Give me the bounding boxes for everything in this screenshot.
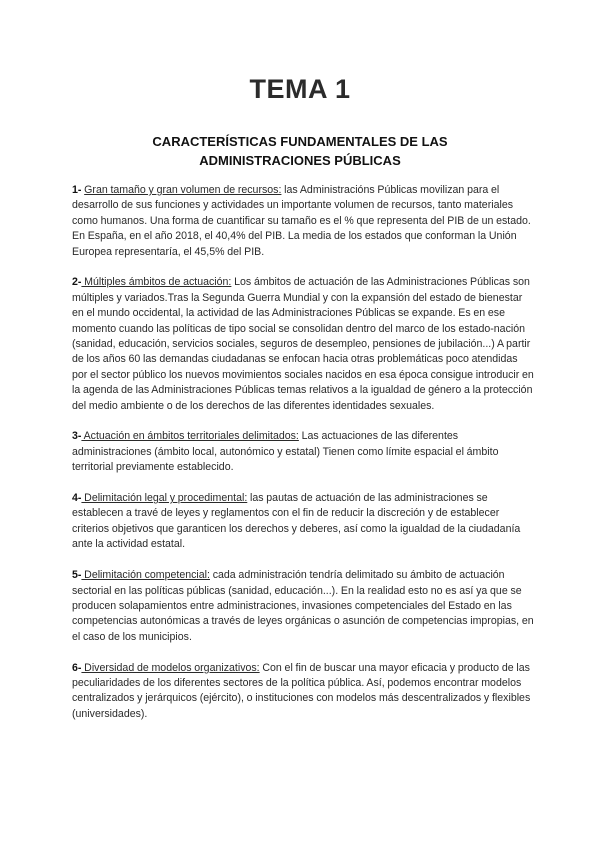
section-4 [72, 491, 534, 553]
section-body: las pautas de actuación de las administraciones se establecen a travé de leyes y reglamentos con el fin de reducir la discreción y de establecer criterios objetivos que garanticen los derechos y deberes, así como la igualdad de la ciudadanía ante la actividad estatal. [72, 492, 521, 551]
section-heading: Actuación en ámbitos territoriales delimitados: [81, 430, 299, 443]
section-number: 6- [72, 661, 82, 674]
subtitle-line-1: CARACTERÍSTICAS FUNDAMENTALES DE LAS [152, 134, 448, 149]
section-heading: Múltiples ámbitos de actuación: [81, 276, 232, 289]
section-body: Las actuaciones de las diferentes administraciones (ámbito local, autonómico y estatal) Tienen como límite espacial el ámbito territorial previamente establecido. [72, 430, 499, 474]
section-heading: Delimitación legal y procedimental: [81, 492, 248, 505]
section-heading: Delimitación competencial: [81, 569, 210, 582]
section-body: Los ámbitos de actuación de las Administraciones Públicas son múltiples y variados.Tras la Segunda Guerra Mundial y con la expansión del estado de bienestar en el mundo occidental, la actividad de las Administraciones Públicas se expande. Es en ese momento cuando las políticas de tipo social se consolidan dentro del marco de los estado-nación (sanidad, educación, servicios sociales, seguros de desempleo, pensiones de jubilación...) A partir de los años 60 las demandas ciudadanas se enfocan hacia otras problemáticas poco atendidas por el sector público los nuevos movimientos sociales nacidos en esa época consigue introducir en la agenda de las Administraciones Públicas temas relativos a la igualdad de género a la protección del medio ambiente o de los derechos de las diferentes identidades sexuales. [72, 276, 534, 412]
section-2 [72, 275, 534, 414]
sections-list [72, 183, 534, 738]
section-heading: Gran tamaño y gran volumen de recursos: [84, 184, 282, 196]
section-number: 4- [72, 492, 82, 505]
subtitle-line-2: ADMINISTRACIONES PÚBLICAS [199, 153, 401, 168]
section-heading: Diversidad de modelos organizativos: [81, 661, 260, 674]
section-number: 2- [72, 276, 82, 289]
document-title: TEMA 1 [249, 74, 351, 104]
section-3 [72, 429, 534, 475]
section-5 [72, 568, 534, 645]
section-number: 5- [72, 569, 82, 582]
section-body: las Administracións Públicas movilizan para el desarrollo de sus funciones y actividades un importante volumen de recursos, tanto materiales como humanos. Una forma de cuantificar su tamaño es el % que representa del PIB de un estado. En España, en el año 2018, el 40,4% del PIB. La media de los estados que conforman la Unión Europea representaría, el 45,5% del PIB. [72, 184, 531, 258]
section-body: Con el fin de buscar una mayor eficacia y producto de las peculiaridades de los diferentes sectores de la política pública. Así, podemos encontrar modelos centralizados y jerárquicos (ejército), o instituciones con modelos más descentralizados y flexibles (universidades). [72, 661, 531, 720]
section-1 [72, 183, 534, 260]
section-number: 3- [72, 430, 82, 443]
document-subtitle [60, 132, 540, 170]
section-6 [72, 661, 534, 723]
section-body: cada administración tendría delimitado su ámbito de actuación sectorial en las políticas públicas (sanidad, educación...). En la realidad esto no es así ya que se producen solapamientos entre administraciones, invasiones competenciales del Estado en las competencias autonómicas a través de leyes orgánicas o asunción de competencias impropias, en el caso de los municipios. [72, 569, 534, 643]
section-number: 1- [72, 184, 82, 196]
